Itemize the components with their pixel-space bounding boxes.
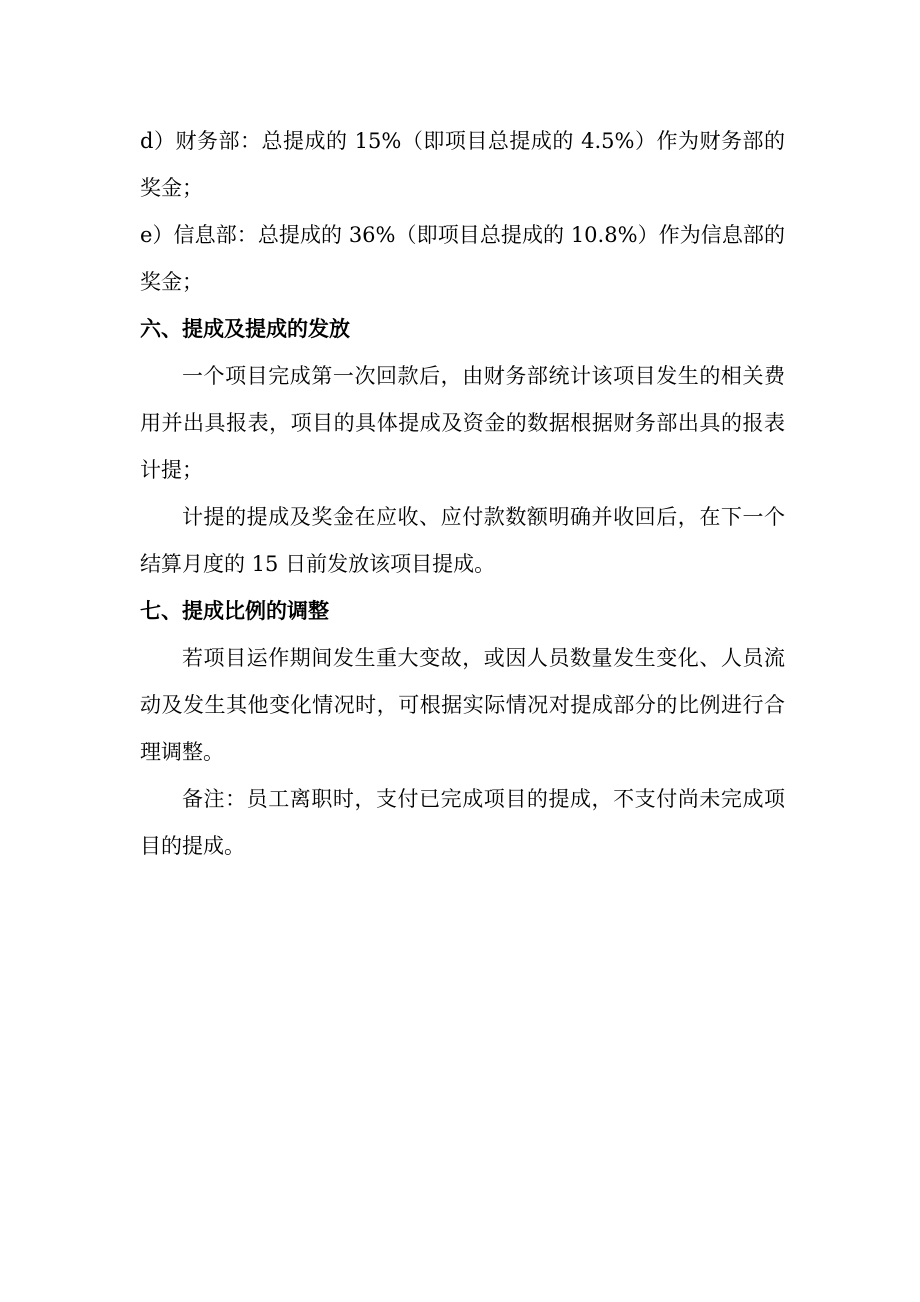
- section-6-heading: 六、提成及提成的发放: [140, 317, 350, 341]
- item-information-department: e）信息部：总提成的 36%（即项目总提成的 10.8%）作为信息部的奖金；: [140, 223, 785, 294]
- section-7-paragraph-1: 若项目运作期间发生重大变故，或因人员数量发生变化、人员流动及发生其他变化情况时，可根据实际情况对提成部分的比例进行合理调整。: [140, 646, 785, 764]
- note-paragraph: 备注：员工离职时，支付已完成项目的提成，不支付尚未完成项目的提成。: [140, 787, 785, 858]
- section-6-paragraph-2: 计提的提成及奖金在应收、应付款数额明确并收回后，在下一个结算月度的 15 日前发放该项目提成。: [140, 505, 785, 576]
- section-6-paragraph-1: 一个项目完成第一次回款后，由财务部统计该项目发生的相关费用并出具报表，项目的具体提成及资金的数据根据财务部出具的报表计提；: [140, 364, 785, 482]
- section-7-heading: 七、提成比例的调整: [140, 599, 329, 623]
- item-finance-department: d）财务部：总提成的 15%（即项目总提成的 4.5%）作为财务部的奖金；: [140, 129, 785, 200]
- document-body: [140, 118, 785, 870]
